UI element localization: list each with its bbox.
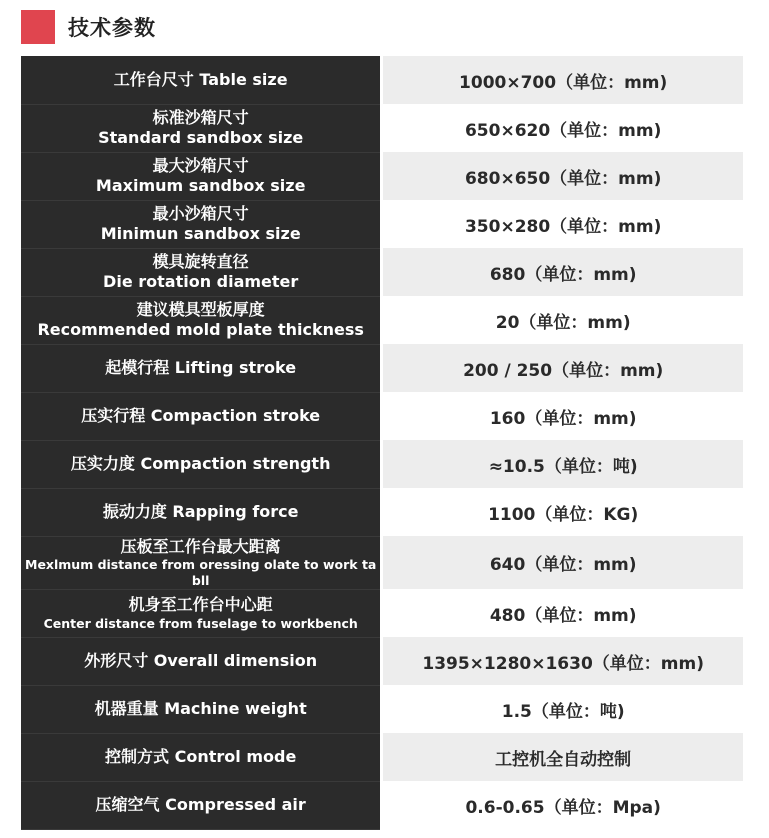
- spec-value: 1000×700（单位：mm): [382, 56, 743, 104]
- spec-label-en: Mexlmum distance from oressing olate to work ta bll: [25, 556, 377, 588]
- spec-label-cn: 模具旋转直径: [152, 251, 249, 271]
- spec-row: [21, 104, 743, 152]
- spec-label-en: Standard sandbox size: [98, 128, 304, 147]
- spec-label: [21, 200, 382, 248]
- spec-value: 680（单位：mm): [382, 248, 743, 296]
- spec-label: [21, 392, 382, 440]
- spec-value: 0.6-0.65（单位：Mpa): [382, 781, 743, 829]
- spec-label-cn: 外形尺寸 Overall dimension: [84, 651, 318, 671]
- spec-value: 1.5（单位：吨): [382, 685, 743, 733]
- spec-row: [21, 637, 743, 685]
- spec-label: [21, 733, 382, 781]
- spec-label: [21, 781, 382, 829]
- spec-row: [21, 296, 743, 344]
- spec-row: [21, 733, 743, 781]
- spec-row: [21, 56, 743, 104]
- spec-label: [21, 248, 382, 296]
- spec-label-cn: 建议模具型板厚度: [136, 299, 265, 319]
- spec-value: 200 / 250（单位：mm): [382, 344, 743, 392]
- spec-label-cn: 压实力度 Compaction strength: [70, 453, 331, 473]
- spec-label: [21, 488, 382, 536]
- spec-value: 680×650（单位：mm): [382, 152, 743, 200]
- spec-value: 480（单位：mm): [382, 589, 743, 637]
- spec-label-cn: 控制方式 Control mode: [105, 747, 297, 767]
- spec-value: 1395×1280×1630（单位：mm): [382, 637, 743, 685]
- spec-row: [21, 781, 743, 829]
- spec-label: [21, 440, 382, 488]
- spec-row: [21, 440, 743, 488]
- spec-label: [21, 536, 382, 589]
- spec-label-cn: 最大沙箱尺寸: [152, 155, 249, 175]
- spec-label-en: Die rotation diameter: [103, 272, 299, 291]
- spec-label-cn: 机器重量 Machine weight: [94, 699, 307, 719]
- spec-value: 工控机全自动控制: [382, 733, 743, 781]
- spec-row: [21, 344, 743, 392]
- spec-row: [21, 152, 743, 200]
- spec-label: [21, 685, 382, 733]
- section-header: [21, 10, 156, 44]
- spec-label-cn: 起模行程 Lifting stroke: [105, 357, 297, 377]
- accent-square: [21, 10, 55, 44]
- spec-label: [21, 344, 382, 392]
- spec-row: [21, 488, 743, 536]
- spec-value: ≈10.5（单位：吨): [382, 440, 743, 488]
- spec-label-cn: 压板至工作台最大距离: [120, 536, 281, 556]
- spec-label: [21, 104, 382, 152]
- spec-label-cn: 振动力度 Rapping force: [102, 501, 299, 521]
- spec-value: 160（单位：mm): [382, 392, 743, 440]
- spec-label: [21, 296, 382, 344]
- spec-label-cn: 压实行程 Compaction stroke: [81, 405, 321, 425]
- spec-label: [21, 56, 382, 104]
- spec-row: [21, 536, 743, 589]
- spec-label: [21, 152, 382, 200]
- spec-label-en: Maximum sandbox size: [95, 176, 306, 195]
- spec-label-en: Minimun sandbox size: [100, 224, 301, 243]
- spec-label-cn: 标准沙箱尺寸: [152, 107, 249, 127]
- spec-value: 1100（单位：KG): [382, 488, 743, 536]
- spec-value: 350×280（单位：mm): [382, 200, 743, 248]
- spec-row: [21, 200, 743, 248]
- spec-label-cn: 机身至工作台中心距: [128, 595, 273, 615]
- section-title: 技术参数: [68, 16, 156, 40]
- spec-value: 650×620（单位：mm): [382, 104, 743, 152]
- spec-label-cn: 最小沙箱尺寸: [152, 203, 249, 223]
- spec-row: [21, 248, 743, 296]
- spec-value: 20（单位：mm): [382, 296, 743, 344]
- spec-label: [21, 637, 382, 685]
- spec-label-en: Recommended mold plate thickness: [37, 320, 364, 339]
- spec-label: [21, 589, 382, 637]
- spec-row: [21, 685, 743, 733]
- spec-label-cn: 压缩空气 Compressed air: [95, 795, 306, 815]
- spec-table: [21, 56, 743, 830]
- spec-row: [21, 392, 743, 440]
- spec-row: [21, 589, 743, 637]
- spec-value: 640（单位：mm): [382, 536, 743, 589]
- spec-label-cn: 工作台尺寸 Table size: [113, 69, 288, 89]
- spec-label-en: Center distance from fuselage to workbench: [43, 615, 358, 631]
